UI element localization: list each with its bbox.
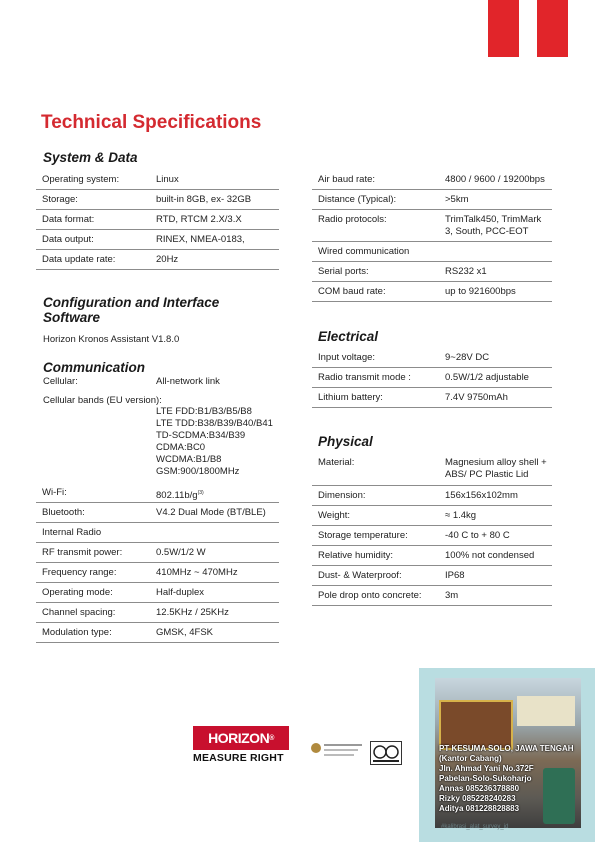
- communication-row: [36, 563, 279, 583]
- spec-label: Weight:: [318, 510, 351, 521]
- spec-label: COM baud rate:: [318, 286, 386, 297]
- physical-row: [312, 526, 552, 546]
- header-red-bar-left: [488, 0, 519, 57]
- spec-label: Radio transmit mode :: [318, 372, 411, 383]
- logo-tagline: MEASURE RIGHT: [193, 752, 284, 764]
- spec-label: Modulation type:: [42, 627, 112, 638]
- spec-label: Channel spacing:: [42, 607, 116, 618]
- spec-value: 0.5W/1/2 adjustable: [445, 372, 529, 383]
- award-emblem-icon: [310, 740, 364, 762]
- photo-text-line: Annas 085236378880: [439, 784, 520, 793]
- photo-text-line: (Kantor Cabang): [439, 754, 502, 763]
- spec-label: Data format:: [42, 214, 95, 225]
- cellular-label: Cellular:: [43, 376, 78, 387]
- electrical-row: [312, 388, 552, 408]
- communication-row: [36, 603, 279, 623]
- spec-value: IP68: [445, 570, 465, 581]
- cellular-bands-list: [156, 406, 273, 478]
- spec-value: 20Hz: [156, 254, 179, 265]
- communication-row: [36, 543, 279, 563]
- cellular-band: LTE TDD:B38/B39/B40/B41: [156, 418, 273, 429]
- communication-row: [36, 623, 279, 643]
- system-row: [36, 250, 279, 270]
- config-text: Horizon Kronos Assistant V1.8.0: [43, 334, 180, 345]
- spec-label: Serial ports:: [318, 266, 369, 277]
- section-heading-communication: Communication: [43, 360, 146, 375]
- communication-row: [36, 523, 279, 543]
- spec-value: 9~28V DC: [445, 352, 490, 363]
- communication-row: [36, 503, 279, 523]
- store-sign-graphic: [439, 700, 513, 750]
- spec-value: RS232 x1: [445, 266, 487, 277]
- spec-value: GMSK, 4FSK: [156, 627, 214, 638]
- system-row: [36, 210, 279, 230]
- physical-row: [312, 486, 552, 506]
- spec-value: 4800 / 9600 / 19200bps: [445, 174, 545, 185]
- physical-row: [312, 506, 552, 526]
- spec-label: Operating system:: [42, 174, 120, 185]
- spec-value: 3m: [445, 590, 459, 601]
- cellular-band: WCDMA:B1/B8: [156, 454, 222, 465]
- spec-label: Wired communication: [318, 246, 410, 257]
- spec-value: Linux: [156, 174, 179, 185]
- section-heading-system: System & Data: [43, 150, 138, 165]
- spec-value: 0.5W/1/2 W: [156, 547, 206, 558]
- system-row: [36, 230, 279, 250]
- spec-value: -40 C to + 80 C: [445, 530, 510, 541]
- header-red-bar-right: [537, 0, 568, 57]
- spec-label: RF transmit power:: [42, 547, 123, 558]
- spec-value: V4.2 Dual Mode (BT/BLE): [156, 507, 266, 518]
- interface-row: [312, 210, 552, 242]
- spec-label: Frequency range:: [42, 567, 117, 578]
- spec-label: Data update rate:: [42, 254, 116, 265]
- interface-row: [312, 190, 552, 210]
- cellular-value: All-network link: [156, 376, 220, 387]
- photo-text-line: Pabelan-Solo-Sukoharjo: [439, 774, 532, 783]
- spec-label: Lithium battery:: [318, 392, 383, 403]
- spec-value: ≈ 1.4kg: [445, 510, 477, 521]
- section-heading-config: [43, 295, 219, 325]
- spec-value: RINEX, NMEA-0183,: [156, 234, 245, 245]
- physical-row: [312, 566, 552, 586]
- certification-badge-icon: [370, 741, 402, 765]
- physical-row: [312, 546, 552, 566]
- interface-row: [312, 170, 552, 190]
- cellular-band: CDMA:BC0: [156, 442, 206, 453]
- system-row: [36, 190, 279, 210]
- cellular-band: TD-SCDMA:B34/B39: [156, 430, 246, 441]
- spec-label: Internal Radio: [42, 527, 102, 538]
- spec-label: Input voltage:: [318, 352, 376, 363]
- spec-label: Storage:: [42, 194, 78, 205]
- photo-text-line: Aditya 081228828883: [439, 804, 520, 813]
- spec-value: 100% not condensed: [445, 550, 535, 561]
- cellular-band: LTE FDD:B1/B3/B5/B8: [156, 406, 252, 417]
- interface-row: [312, 242, 552, 262]
- spec-value: 12.5KHz / 25KHz: [156, 607, 229, 618]
- spec-label: Dimension:: [318, 490, 366, 501]
- section-heading-physical: Physical: [318, 434, 373, 449]
- physical-row: [312, 453, 552, 486]
- spec-label: Pole drop onto concrete:: [318, 590, 422, 601]
- spec-label: Bluetooth:: [42, 507, 85, 518]
- interface-row: [312, 262, 552, 282]
- spec-value: RTD, RTCM 2.X/3.X: [156, 214, 242, 225]
- spec-row-wifi: [36, 483, 279, 503]
- photo-text-line: Jln. Ahmad Yani No.372F: [439, 764, 534, 773]
- spec-label: Air baud rate:: [318, 174, 376, 185]
- electrical-row: [312, 368, 552, 388]
- cellular-bands-label: Cellular bands (EU version):: [43, 395, 162, 406]
- spec-value: 7.4V 9750mAh: [445, 392, 508, 403]
- spec-value: >5km: [445, 194, 469, 205]
- spec-label: Distance (Typical):: [318, 194, 397, 205]
- spec-value: Half-duplex: [156, 587, 205, 598]
- config-heading-line2: Software: [43, 310, 101, 325]
- communication-row: [36, 583, 279, 603]
- interface-row: [312, 282, 552, 302]
- photo-text-line: PT KESUMA SOLO, JAWA TENGAH: [439, 744, 574, 753]
- physical-row: [312, 586, 552, 606]
- spec-value: 156x156x102mm: [445, 490, 518, 501]
- spec-value: built-in 8GB, ex- 32GB: [156, 194, 252, 205]
- spec-label: Dust- & Waterproof:: [318, 570, 402, 581]
- building-graphic: [517, 696, 575, 726]
- photo-overlay-text: [439, 744, 574, 814]
- cellular-band: GSM:900/1800MHz: [156, 466, 240, 477]
- page-title: Technical Specifications: [41, 112, 262, 133]
- spec-label: Data output:: [42, 234, 94, 245]
- config-heading-line1: Configuration and Interface: [43, 295, 220, 310]
- horizon-logo: HORIZON ®: [193, 726, 289, 750]
- store-photo: [419, 668, 595, 842]
- system-row: [36, 170, 279, 190]
- spec-value: 410MHz ~ 470MHz: [156, 567, 238, 578]
- spec-value: Magnesium alloy shell + ABS/ PC Plastic Lid: [445, 457, 547, 480]
- spec-label: Storage temperature:: [318, 530, 408, 541]
- spec-label: Wi-Fi:: [42, 487, 67, 498]
- spec-value: $802.11b/g^{(3)}$: [156, 490, 204, 502]
- spec-label: Operating mode:: [42, 587, 113, 598]
- spec-label: Radio protocols:: [318, 214, 387, 225]
- section-heading-electrical: Electrical: [318, 329, 379, 344]
- spec-label: Relative humidity:: [318, 550, 393, 561]
- spec-value: TrimTalk450, TrimMark 3, South, PCC-EOT: [445, 214, 542, 237]
- photo-caption: #kalibrasi_alat_survey_id: [441, 824, 509, 830]
- electrical-row: [312, 348, 552, 368]
- spec-value: up to 921600bps: [445, 286, 516, 297]
- photo-text-line: Rizky 085228240283: [439, 794, 516, 803]
- spec-label: Material:: [318, 457, 355, 468]
